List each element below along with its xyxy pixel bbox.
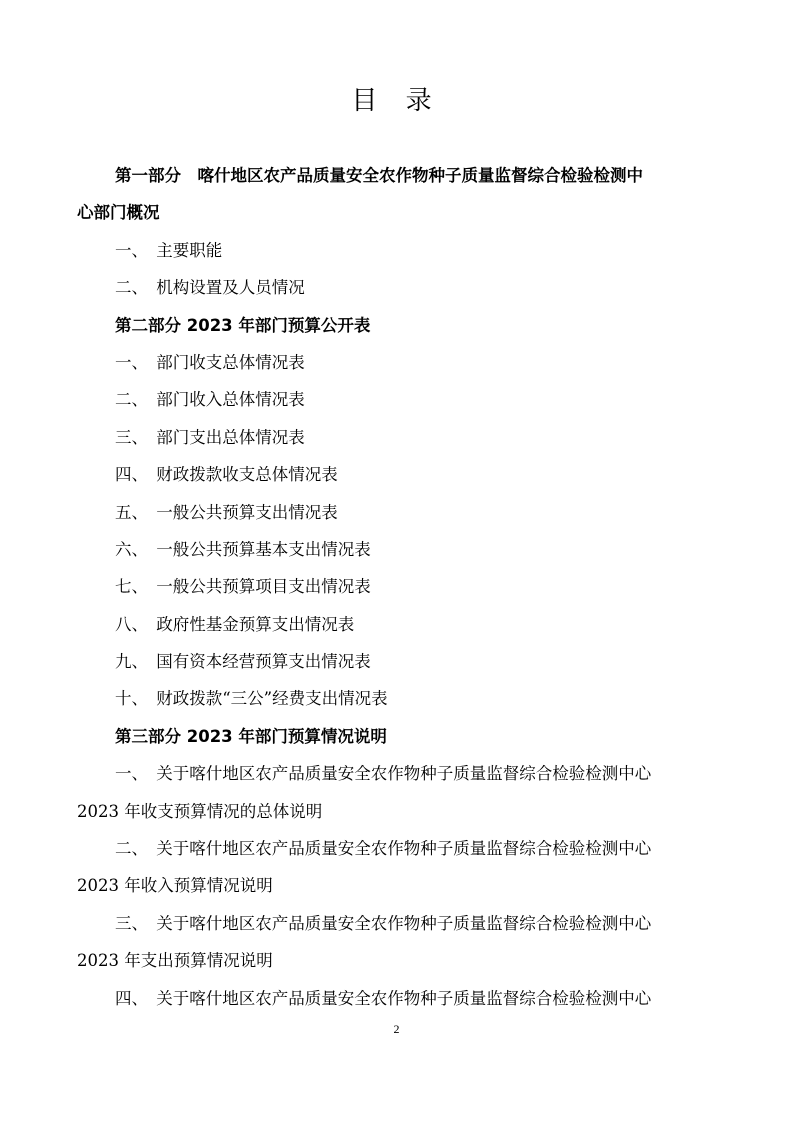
- toc-line: 二、 关于喀什地区农产品质量安全农作物种子质量监督综合检验检测中心: [115, 839, 652, 859]
- toc-line: 十、 财政拨款“三公”经费支出情况表: [115, 689, 388, 709]
- page-number: 2: [393, 1022, 400, 1036]
- toc-line: 第三部分 2023 年部门预算情况说明: [115, 726, 387, 746]
- toc-line: 四、 关于喀什地区农产品质量安全农作物种子质量监督综合检验检测中心: [115, 988, 652, 1008]
- toc-line: 一、 主要职能: [115, 240, 223, 260]
- page-title: 目 录: [351, 86, 442, 116]
- toc-line: 一、 部门收支总体情况表: [115, 352, 305, 372]
- toc-line: 八、 政府性基金预算支出情况表: [115, 614, 355, 634]
- table-of-contents: [77, 157, 717, 1017]
- toc-line: 2023 年收入预算情况说明: [77, 876, 273, 896]
- toc-line: 二、 部门收入总体情况表: [115, 390, 305, 410]
- toc-line: 三、 部门支出总体情况表: [115, 427, 305, 447]
- toc-line: 2023 年支出预算情况说明: [77, 951, 273, 971]
- toc-line: 第一部分 喀什地区农产品质量安全农作物种子质量监督综合检验检测中: [115, 166, 643, 185]
- toc-line: 第二部分 2023 年部门预算公开表: [115, 315, 371, 335]
- toc-line: 二、 机构设置及人员情况: [115, 278, 305, 298]
- toc-line: 2023 年收支预算情况的总体说明: [77, 801, 323, 821]
- toc-line: 三、 关于喀什地区农产品质量安全农作物种子质量监督综合检验检测中心: [115, 913, 652, 933]
- toc-line: 九、 国有资本经营预算支出情况表: [115, 652, 371, 672]
- toc-line: 七、 一般公共预算项目支出情况表: [115, 577, 371, 597]
- toc-line: 心部门概况: [77, 203, 160, 223]
- toc-line: 四、 财政拨款收支总体情况表: [115, 465, 338, 485]
- toc-line: 五、 一般公共预算支出情况表: [115, 502, 338, 522]
- toc-line: 六、 一般公共预算基本支出情况表: [115, 539, 371, 559]
- toc-line: 一、 关于喀什地区农产品质量安全农作物种子质量监督综合检验检测中心: [115, 764, 652, 784]
